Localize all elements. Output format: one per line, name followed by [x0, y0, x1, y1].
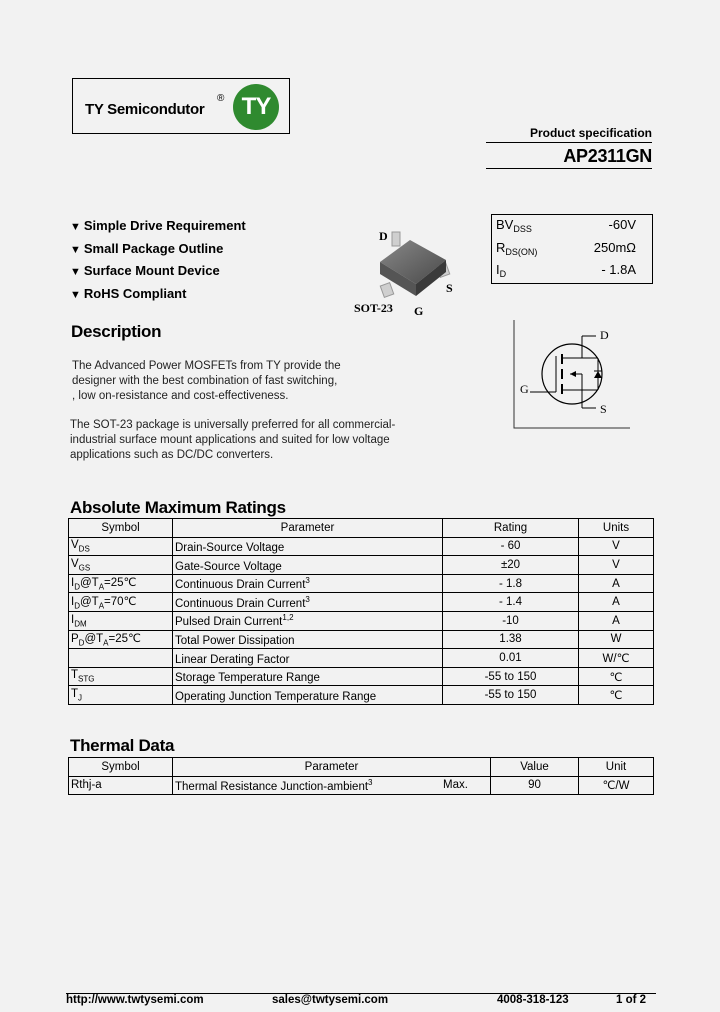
mosfet-schematic: [512, 320, 632, 430]
rating-cell: 1.38: [443, 630, 579, 649]
rating-cell: - 1.8: [443, 574, 579, 593]
description-heading: Description: [71, 322, 162, 341]
triangle-bullet-icon: ▼: [70, 243, 81, 256]
company-logo-box: [72, 78, 290, 134]
thermal-table: [68, 757, 654, 795]
spec-row-bvdss: $BV_{DSS}$ -60V: [496, 217, 636, 234]
table-row: [69, 611, 654, 630]
package-pin-s-label: S: [446, 281, 453, 295]
footer-email-link[interactable]: sales@twtysemi.com: [272, 994, 389, 1006]
part-number: AP2311GN: [563, 146, 652, 166]
triangle-bullet-icon: ▼: [70, 288, 81, 301]
table-row: [69, 649, 654, 668]
table-row: [69, 556, 654, 575]
parameter-cell: Operating Junction Temperature Range: [173, 686, 443, 705]
feature-item: ▼ RoHS Compliant: [70, 285, 187, 301]
symbol-cell: $P_D@T_A=25℃$: [69, 630, 173, 649]
unit-cell: V: [579, 537, 654, 556]
triangle-bullet-icon: ▼: [70, 221, 81, 233]
symbol-cell: $V_{GS}$: [69, 556, 173, 575]
unit-cell: V: [579, 556, 654, 575]
abs-max-table: [68, 518, 654, 705]
registered-mark: ®: [217, 93, 225, 104]
schematic-source-label: S: [600, 402, 607, 416]
table-header-row: Symbol Parameter Value Unit: [69, 758, 654, 777]
triangle-bullet-icon: ▼: [70, 266, 81, 278]
schematic-gate-label: G: [520, 382, 529, 396]
symbol-cell: [69, 649, 173, 668]
symbol-cell: $I_D@T_A=25℃$: [69, 574, 173, 593]
rating-cell: -55 to 150: [443, 667, 579, 686]
unit-cell: ℃: [579, 667, 654, 686]
package-name-label: SOT-23: [354, 301, 393, 315]
parameter-cell: Storage Temperature Range: [173, 667, 443, 686]
parameter-cell: Continuous Drain Current$^3$: [173, 593, 443, 612]
unit-cell: A: [579, 593, 654, 612]
product-spec-label: Product specification: [529, 126, 652, 140]
description-paragraph-1: The Advanced Power MOSFETs from TY provide the designer with the best combination of fast switching, , low on-resistance and cost-effectiveness.: [72, 360, 341, 402]
table-row: [69, 667, 654, 686]
ty-logo-icon: TY: [233, 84, 279, 130]
table-row: [69, 593, 654, 612]
feature-item: ▼ Surface Mount Device: [70, 263, 220, 278]
unit-cell: A: [579, 611, 654, 630]
p-channel-mosfet-symbol-icon: [512, 320, 632, 430]
rating-cell: - 1.4: [443, 593, 579, 612]
parameter-cell: Pulsed Drain Current$^{1,2}$: [173, 611, 443, 630]
sot23-package-drawing: [352, 222, 482, 322]
table-row: [69, 686, 654, 705]
spec-row-rdson: $R_{DS(ON)}$ 250mΩ: [496, 240, 636, 257]
rating-cell: 0.01: [443, 649, 579, 668]
parameter-cell: Continuous Drain Current$^3$: [173, 574, 443, 593]
symbol-cell: $I_{DM}$: [69, 611, 173, 630]
package-pin-g-label: G: [414, 304, 424, 318]
footer-phone: 4008-318-123: [497, 994, 569, 1006]
table-row: [69, 537, 654, 556]
footer-page-number: 1 of 2: [616, 994, 647, 1006]
rating-cell: -55 to 150: [443, 686, 579, 705]
unit-cell: ℃: [579, 686, 654, 705]
rating-cell: - 60: [443, 537, 579, 556]
schematic-drain-label: D: [600, 328, 609, 342]
unit-cell: W: [579, 630, 654, 649]
parameter-cell: Gate-Source Voltage: [173, 556, 443, 575]
table-header-row: Symbol Parameter Rating Units: [69, 519, 654, 538]
package-pin-d-label: D: [379, 229, 388, 243]
unit-cell: A: [579, 574, 654, 593]
parameter-cell: Total Power Dissipation: [173, 630, 443, 649]
feature-item: ▼ Simple Drive Requirement: [70, 218, 246, 233]
key-specs-box: [491, 214, 653, 284]
header-divider: [486, 142, 652, 143]
rating-cell: ±20: [443, 556, 579, 575]
unit-cell: W/℃: [579, 649, 654, 668]
symbol-cell: $I_D@T_A=70℃$: [69, 593, 173, 612]
parameter-cell: Drain-Source Voltage: [173, 537, 443, 556]
part-number-underline: [486, 168, 652, 169]
abs-max-heading: Absolute Maximum Ratings: [70, 498, 286, 517]
table-row: [69, 630, 654, 649]
table-row: [69, 574, 654, 593]
footer-url-link[interactable]: http://www.twtysemi.com: [66, 994, 204, 1006]
spec-row-id: $I_D$ - 1.8A: [496, 262, 636, 279]
thermal-heading: Thermal Data: [70, 736, 175, 755]
parameter-cell: Linear Derating Factor: [173, 649, 443, 668]
feature-list: [70, 218, 246, 308]
table-row: Rthj-a Thermal Resistance Junction-ambient$^3$ Max. 90 ℃/W: [69, 776, 654, 795]
rating-cell: -10: [443, 611, 579, 630]
feature-item: ▼ Small Package Outline: [70, 240, 224, 256]
symbol-cell: $T_J$: [69, 686, 173, 705]
company-name: TY Semicondutor: [85, 101, 205, 118]
symbol-cell: $T_{STG}$: [69, 667, 173, 686]
symbol-cell: $V_{DS}$: [69, 537, 173, 556]
description-paragraph-2: The SOT-23 package is universally preferred for all commercial- industrial surface mount applications and suited for low voltage applications such as DC/DC converters.: [70, 419, 396, 461]
